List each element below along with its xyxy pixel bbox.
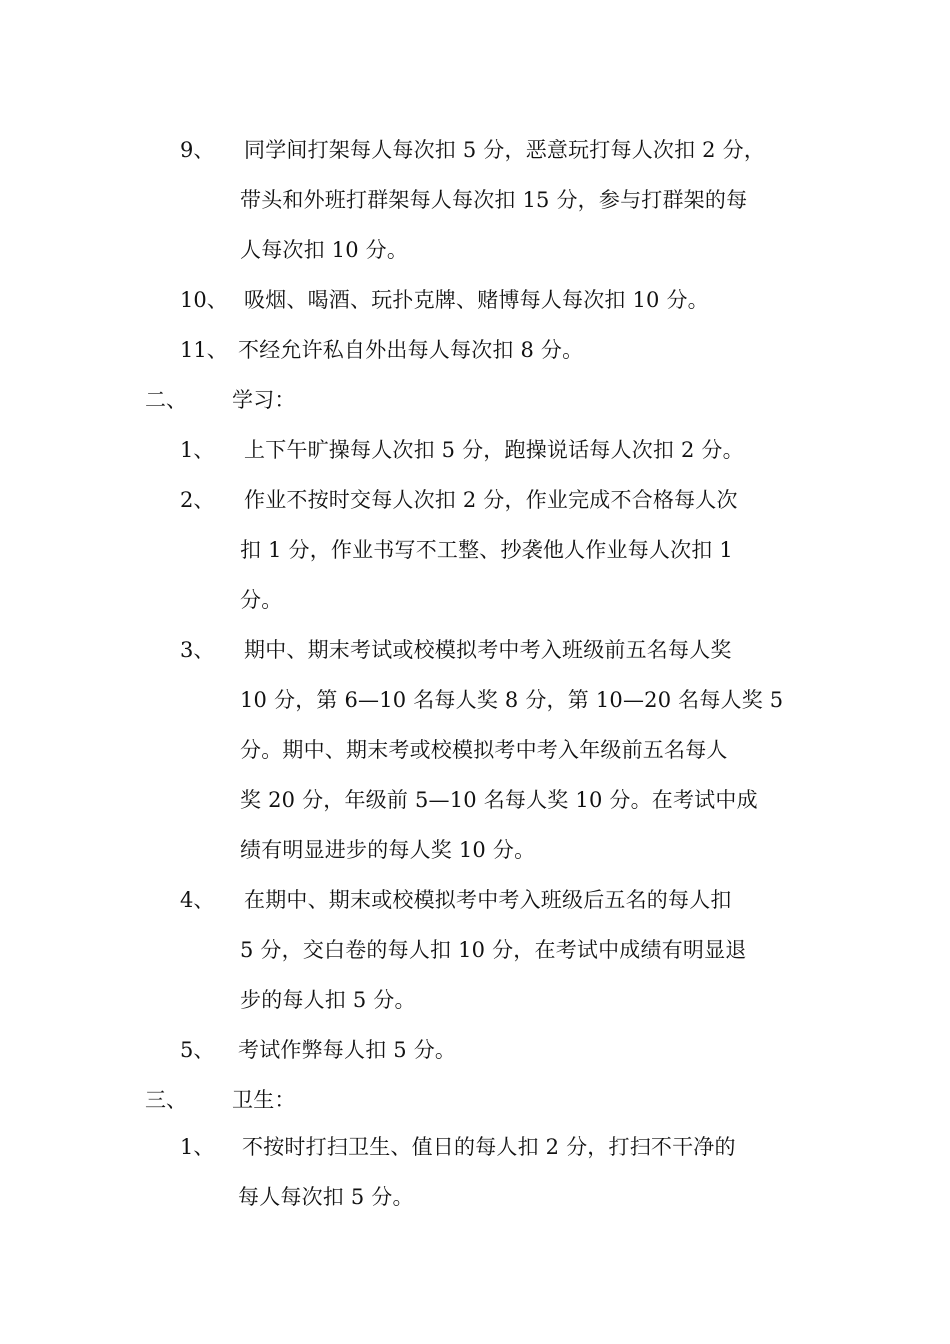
study-item-4-number: 4、: [180, 888, 215, 912]
study-item-3-line-4: 奖 20 分，年级前 5—10 名每人奖 10 分。在考试中成: [240, 788, 758, 812]
hygiene-item-1-line-1: 不按时打扫卫生、值日的每人扣 2 分，打扫不干净的: [242, 1135, 736, 1159]
study-item-5-line-1: 考试作弊每人扣 5 分。: [238, 1038, 457, 1062]
study-item-2-number: 2、: [180, 488, 215, 512]
study-item-5-number: 5、: [180, 1038, 215, 1062]
item-10-number: 10、: [180, 288, 228, 312]
item-9-line-2: 带头和外班打群架每人每次扣 15 分，参与打群架的每: [240, 188, 748, 212]
study-item-4-line-2: 5 分，交白卷的每人扣 10 分，在考试中成绩有明显退: [240, 938, 747, 962]
item-9-line-3: 人每次扣 10 分。: [240, 238, 409, 262]
study-item-2-line-1: 作业不按时交每人次扣 2 分，作业完成不合格每人次: [244, 488, 738, 512]
hygiene-item-1-number: 1、: [180, 1135, 215, 1159]
hygiene-item-1-line-2: 每人每次扣 5 分。: [238, 1185, 414, 1209]
section-hygiene-title: 卫生：: [232, 1088, 296, 1112]
study-item-2-line-2: 扣 1 分，作业书写不工整、抄袭他人作业每人次扣 1: [240, 538, 733, 562]
item-9-number: 9、: [180, 138, 215, 162]
study-item-4-line-3: 步的每人扣 5 分。: [240, 988, 416, 1012]
item-10-line-1: 吸烟、喝酒、玩扑克牌、赌博每人每次扣 10 分。: [244, 288, 709, 312]
study-item-3-line-3: 分。期中、期末考或校模拟考中考入年级前五名每人: [240, 738, 728, 762]
section-study-number: 二、: [145, 388, 187, 412]
study-item-3-line-1: 期中、期末考试或校模拟考中考入班级前五名每人奖: [244, 638, 732, 662]
study-item-1-line-1: 上下午旷操每人次扣 5 分，跑操说话每人次扣 2 分。: [244, 438, 744, 462]
study-item-3-number: 3、: [180, 638, 215, 662]
study-item-3-line-5: 绩有明显进步的每人奖 10 分。: [240, 838, 536, 862]
study-item-3-line-2: 10 分，第 6—10 名每人奖 8 分，第 10—20 名每人奖 5: [240, 688, 784, 712]
section-hygiene-number: 三、: [145, 1088, 187, 1112]
section-study-title: 学习：: [232, 388, 296, 412]
item-9-line-1: 同学间打架每人每次扣 5 分，恶意玩打每人次扣 2 分，: [244, 138, 766, 162]
study-item-4-line-1: 在期中、期末或校模拟考中考入班级后五名的每人扣: [244, 888, 732, 912]
study-item-1-number: 1、: [180, 438, 215, 462]
study-item-2-line-3: 分。: [240, 588, 283, 612]
item-11-line-1: 不经允许私自外出每人每次扣 8 分。: [238, 338, 584, 362]
item-11-number: 11、: [180, 338, 228, 362]
